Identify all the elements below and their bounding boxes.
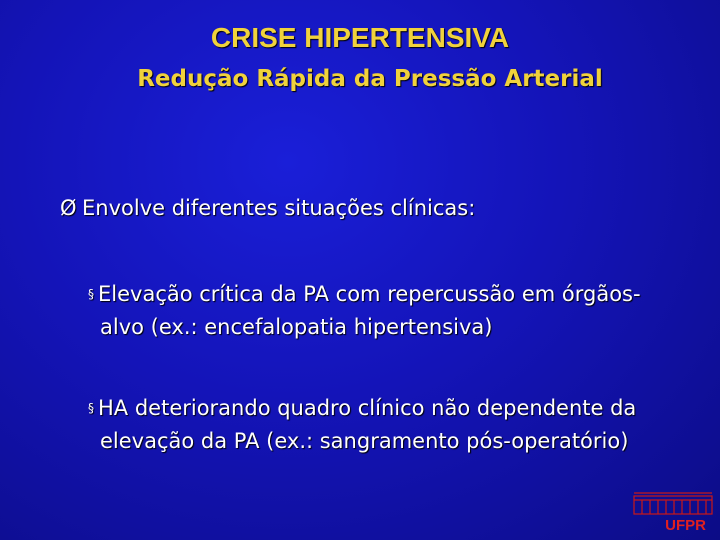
sub-bullet-line: HA deteriorando quadro clínico não dependente da [98, 396, 637, 420]
square-bullet-icon: § [88, 401, 94, 415]
sub-bullet [88, 392, 678, 458]
arrow-bullet-icon: Ø [60, 196, 77, 220]
sub-bullet-line: elevação da PA (ex.: sangramento pós-operatório) [100, 429, 629, 453]
slide-subtitle: Redução Rápida da Pressão Arterial [137, 66, 603, 92]
sub-bullet-line: Elevação crítica da PA com repercussão em órgãos- [98, 282, 641, 306]
logo-text: UFPR [665, 517, 706, 534]
square-bullet-icon: § [88, 287, 94, 301]
ufpr-logo [632, 492, 716, 534]
main-bullet [60, 196, 700, 220]
sub-bullet [88, 278, 678, 344]
sub-bullet-line: alvo (ex.: encefalopatia hipertensiva) [100, 315, 493, 339]
main-bullet-text: Envolve diferentes situações clínicas: [82, 196, 476, 220]
slide-title: CRISE HIPERTENSIVA [210, 22, 510, 53]
ufpr-building-logo-icon [632, 492, 716, 518]
